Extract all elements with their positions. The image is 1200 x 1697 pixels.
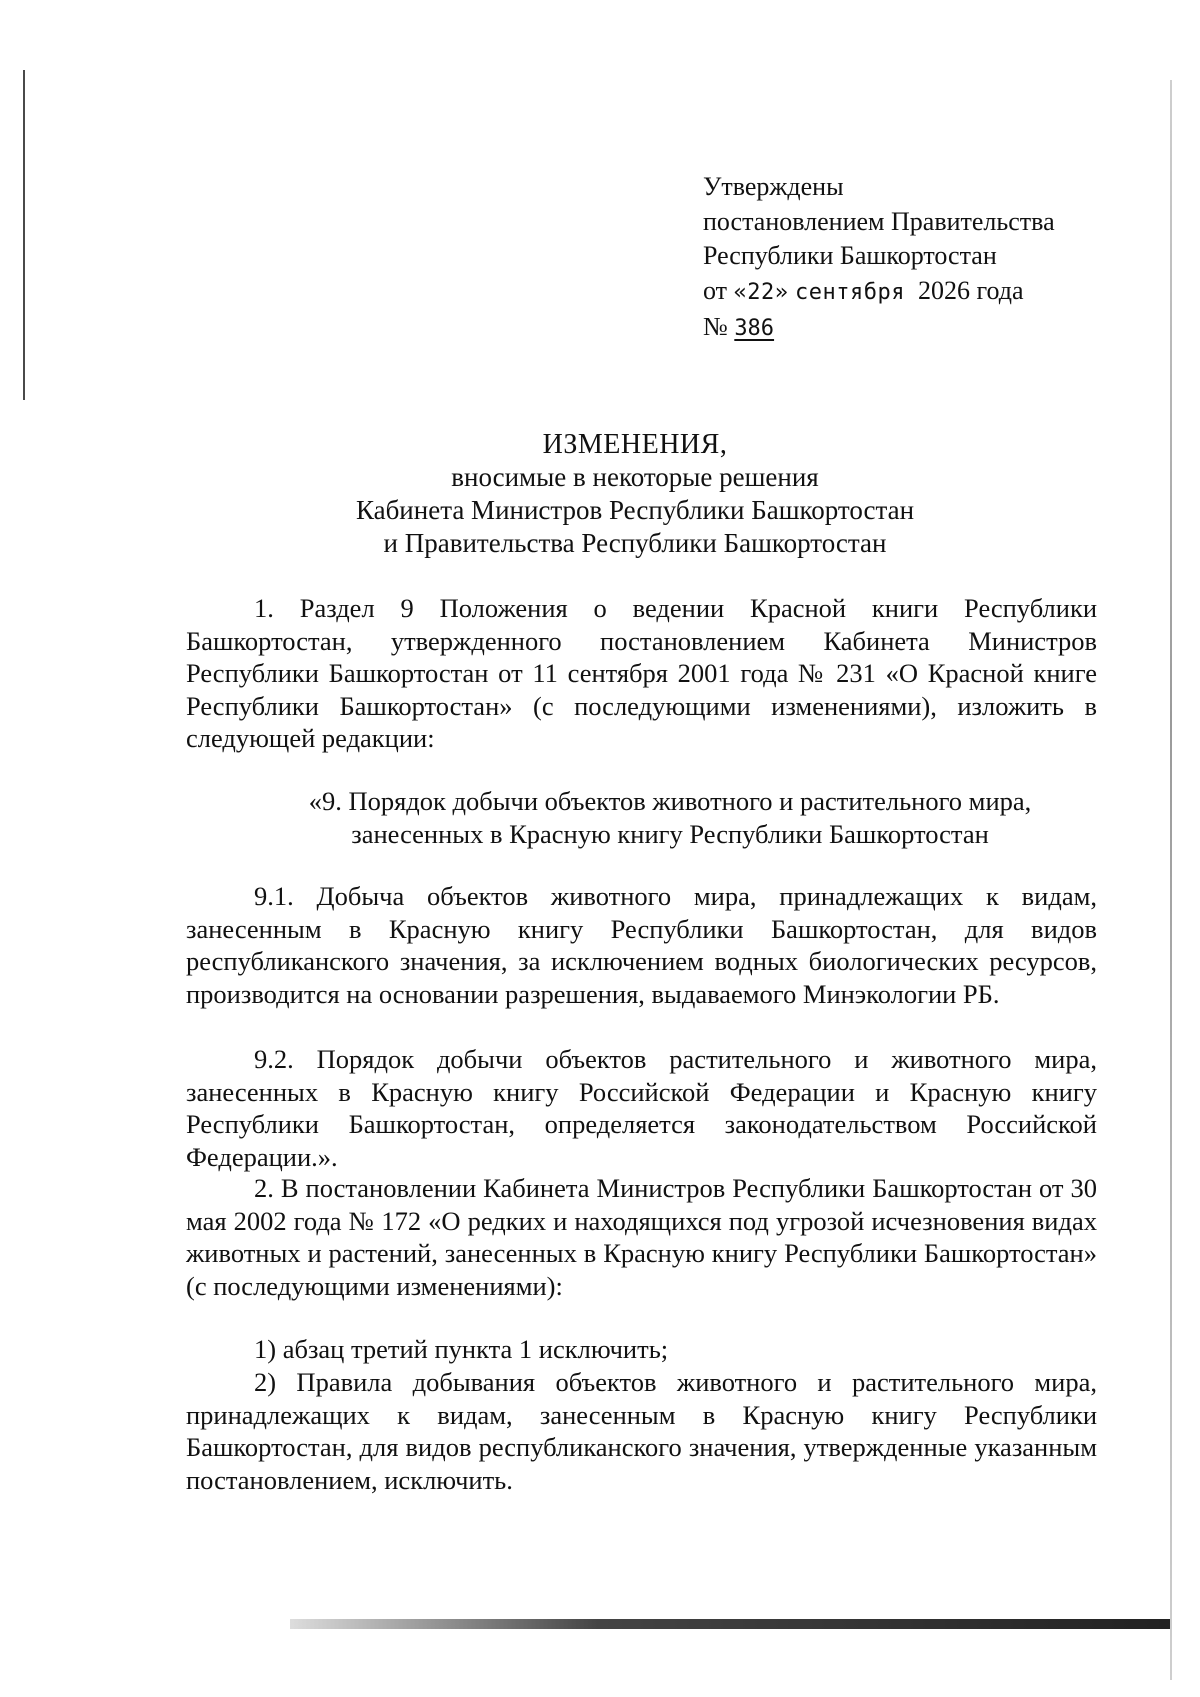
paragraph-9-1: 9.1. Добыча объектов животного мира, принадлежащих к видам, занесенным в Красную книгу Республики Башкортостан, для видов республиканского значения, за исключением водных биологических ресурсов, производится на основании разрешения, выдаваемого Минэкологии РБ.: [186, 881, 1097, 1009]
scan-edge-bottom: [290, 1619, 1170, 1629]
scan-edge-left: [23, 70, 25, 400]
approval-date-line: [703, 274, 1143, 311]
approval-line-3: Республики Башкортостан: [703, 241, 997, 270]
date-year: 2026 года: [917, 275, 1024, 305]
section-9-title: «9. Порядок добычи объектов животного и растительного мира, занесенных в Красную книгу Республики Башкортостан: [308, 786, 1032, 849]
document-title: [180, 428, 1090, 560]
date-day: «22»: [733, 279, 789, 305]
number-prefix: №: [703, 312, 728, 341]
approval-block: [703, 170, 1143, 347]
scan-edge-right: [1170, 80, 1172, 1680]
paragraph-1: 1. Раздел 9 Положения о ведении Красной книги Республики Башкортостан, утвержденного постановлением Кабинета Министров Республики Башкортостан от 11 сентября 2001 года № 231 «О Красной книге Республики Башкортостан» (с последующими изменениями), изложить в следующей редакции:: [186, 593, 1097, 753]
date-prefix: от: [703, 275, 728, 305]
title-heading: ИЗМЕНЕНИЯ,: [542, 429, 728, 460]
paragraph-2: 2. В постановлении Кабинета Министров Республики Башкортостан от 30 мая 2002 года № 172 «О редких и находящихся под угрозой исчезновения видах животных и растений, занесенных в Красную книгу Республики Башкортостан» (с последующими изменениями):: [186, 1173, 1097, 1301]
approval-number-line: [703, 310, 1143, 347]
paragraph-2-item-1: 1) абзац третий пункта 1 исключить;: [254, 1334, 669, 1364]
approval-line-1: Утверждены: [703, 172, 844, 201]
document-number: 386: [734, 316, 775, 341]
title-line-3: и Правительства Республики Башкортостан: [383, 528, 887, 558]
title-line-2: Кабинета Министров Республики Башкортостан: [355, 495, 915, 525]
title-line-1: вносимые в некоторые решения: [451, 462, 819, 492]
date-month: сентября: [795, 279, 905, 305]
paragraph-9-2: 9.2. Порядок добычи объектов растительного и животного мира, занесенных в Красную книгу Российской Федерации и Красную книгу Республики Башкортостан, определяется законодательством Российской Федерации.».: [186, 1044, 1097, 1172]
approval-line-2: постановлением Правительства: [703, 206, 1055, 236]
paragraph-2-item-2: 2) Правила добывания объектов животного и растительного мира, принадлежащих к видам, занесенным в Красную книгу Республики Башкортостан, для видов республиканского значения, утвержденные указанным постановлением, исключить.: [186, 1367, 1097, 1495]
